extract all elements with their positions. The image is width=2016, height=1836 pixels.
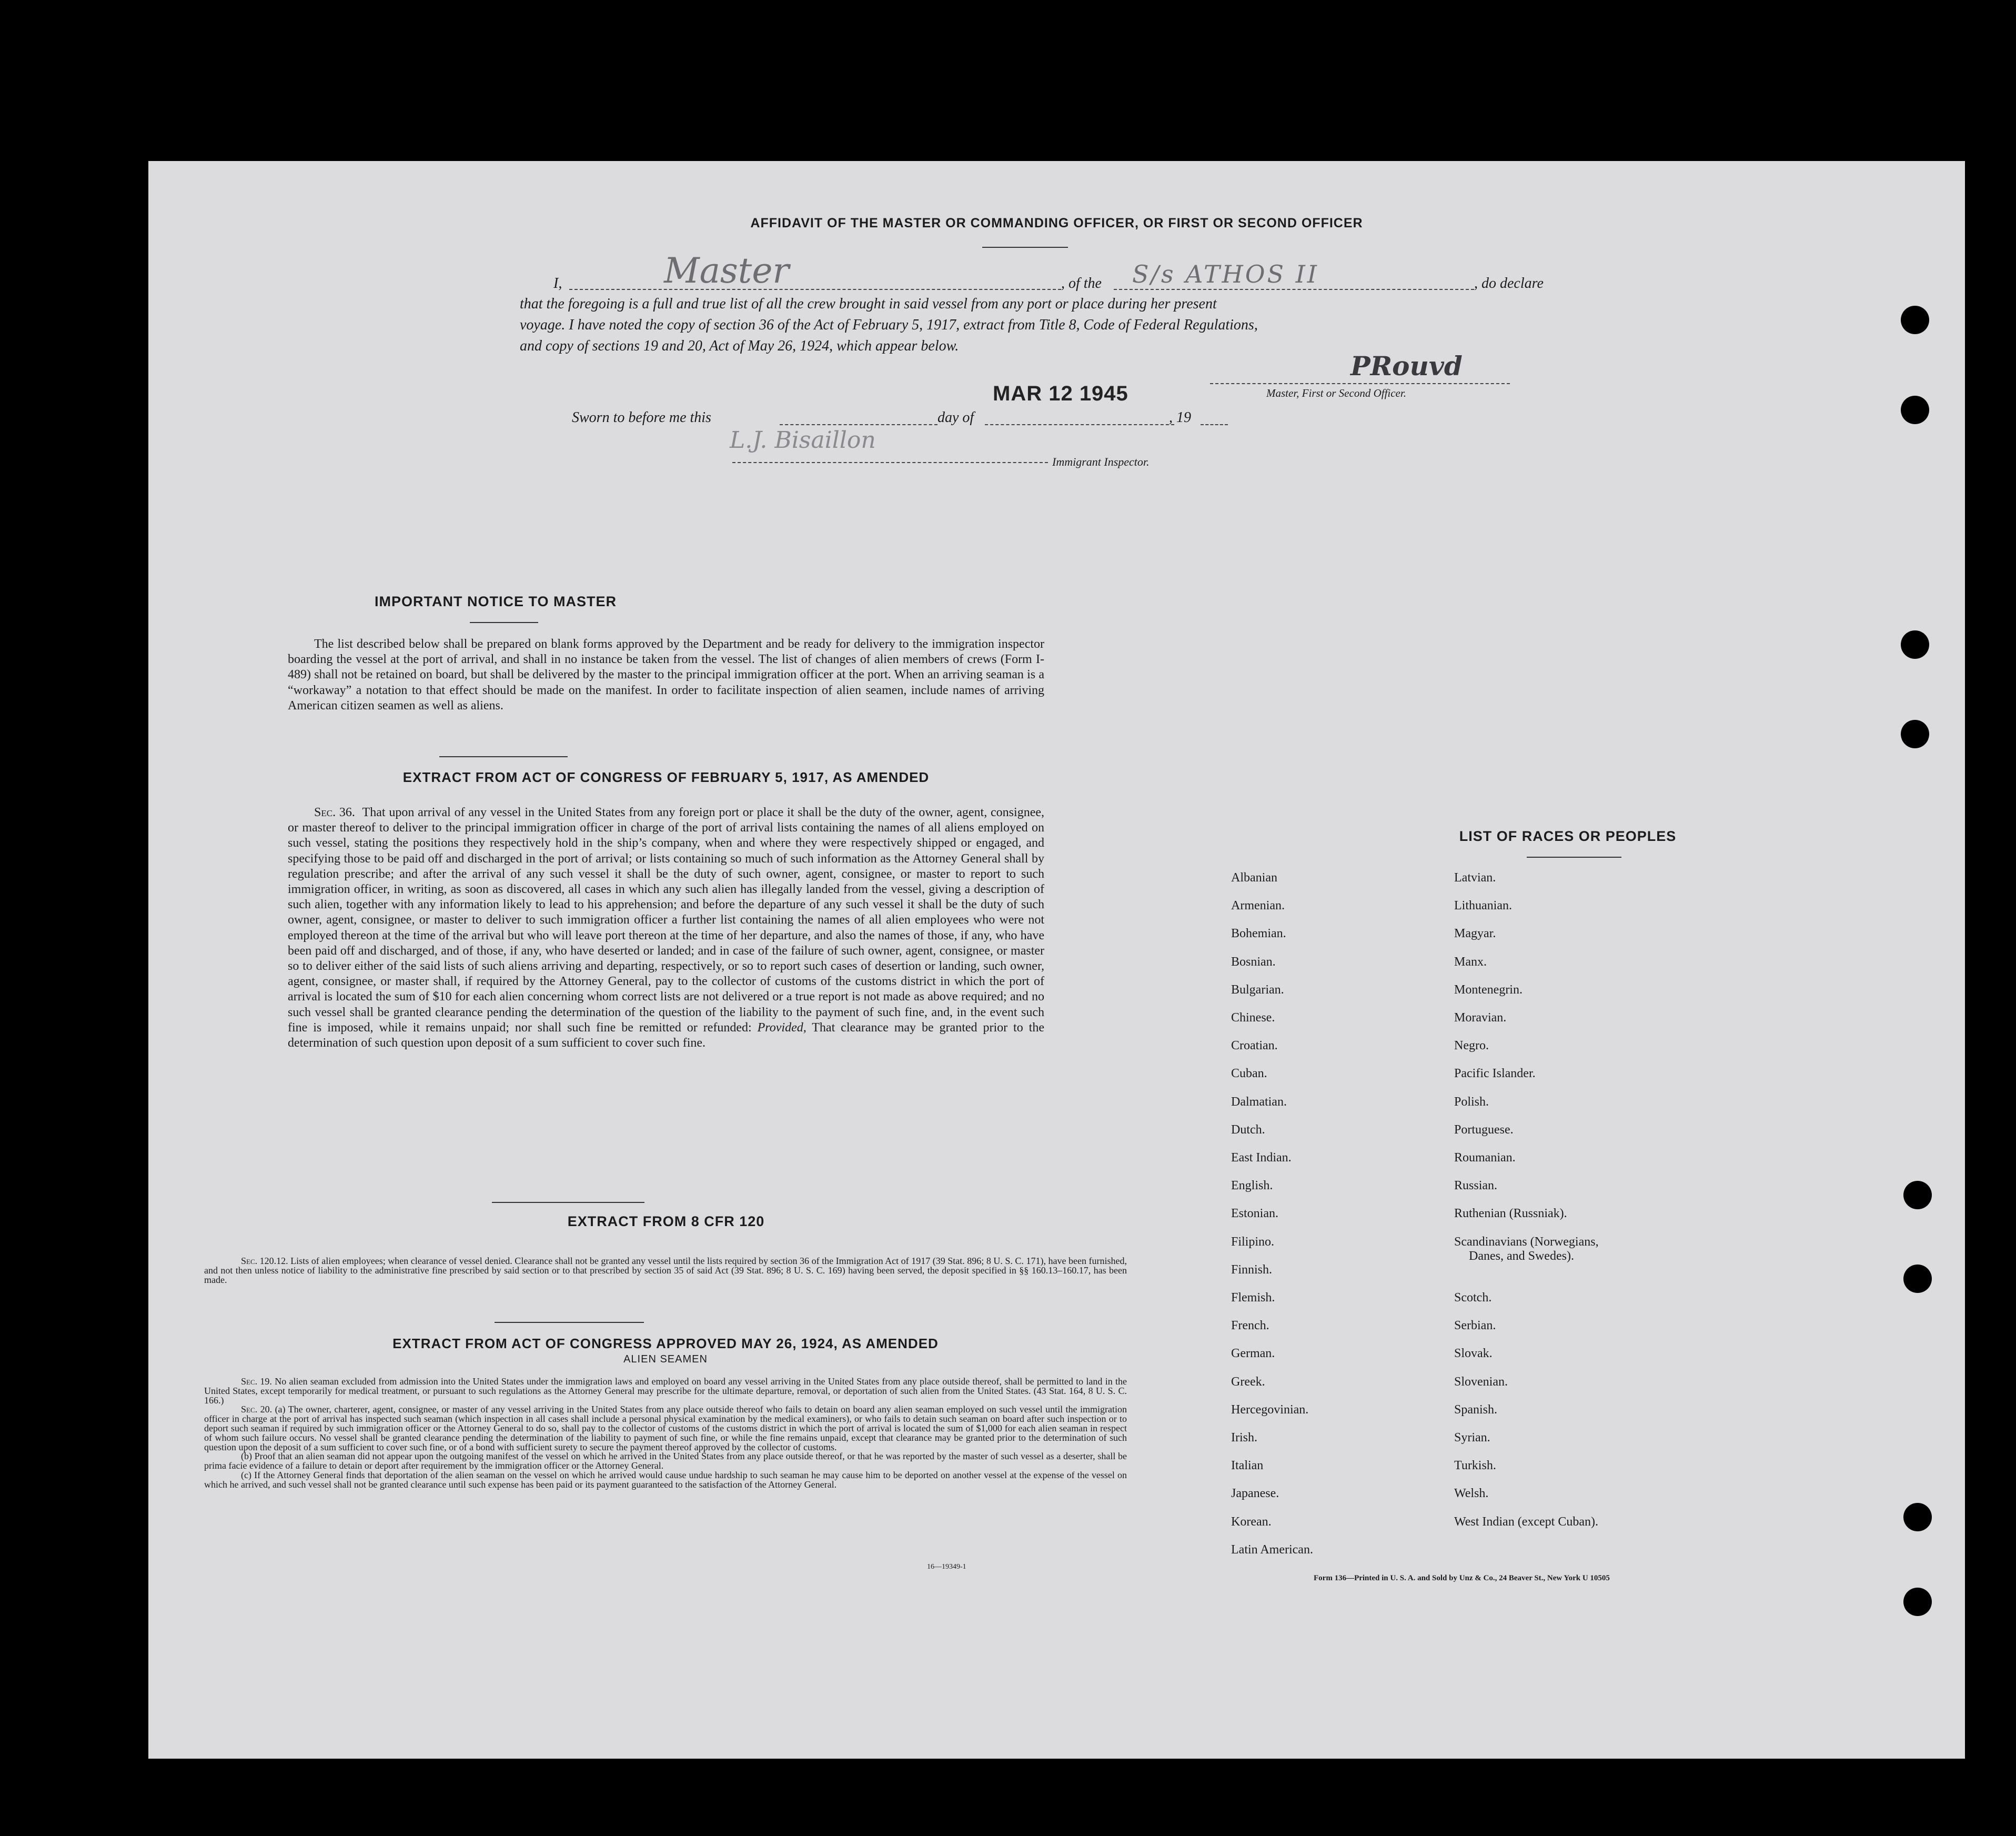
race-item: Filipino. [1231, 1235, 1275, 1249]
form-printer-note: Form 136—Printed in U. S. A. and Sold by Unz & Co., 24 Beaver St., New York U 10505 [1314, 1574, 1610, 1582]
of-the-label: , of the [1061, 275, 1102, 292]
print-code: 16—19349-1 [927, 1563, 966, 1571]
inspector-caption: Immigrant Inspector. [1052, 455, 1150, 468]
race-item: Finnish. [1231, 1262, 1273, 1277]
cfr-text [204, 1257, 1127, 1285]
binder-hole [1901, 630, 1929, 659]
binder-hole [1903, 1503, 1932, 1531]
race-item: Portuguese. [1454, 1122, 1514, 1137]
race-item: Bohemian. [1231, 927, 1286, 941]
sec-36-label: Sec. 36. [314, 806, 355, 819]
alien-seamen-subtitle: ALIEN SEAMEN [623, 1353, 708, 1365]
inspector-signature: L.J. Bisaillon [730, 427, 876, 454]
race-item: Serbian. [1454, 1319, 1496, 1333]
race-item: Hercegovinian. [1231, 1402, 1309, 1417]
sec-36-text: That upon arrival of any vessel in the United States from any foreign port or place it shall be the duty of the owner, agent, consignee, or master thereof to deliver to the principal immigration officer in charge of the port of arrival lists containing the names of all aliens employed on such vessel, stating the positions they respectively hold in the ship’s company, when and where they were respectively shipped or engaged, and specifying those to be paid off and discharged in the port of arrival; or lists containing so much of such information as the Attorney General shall by regulation prescribe; and after the arrival of any such vessel it shall be the duty of such owner, agent, consignee, or master to report to such immigration officer, in writing, as soon as discovered, all cases in which any such alien has illegally landed from the vessel, giving a description of such alien, together with any information likely to lead to his apprehension; and before the departure of any such vessel it shall be the duty of such owner, agent, consignee, or master to deliver to such immigration officer a further list containing the names of all alien employees who were not employed thereon at the time of the arrival but who will leave port thereon at the time of her departure, and also the names of those, if any, who have been paid off and discharged, and of those, if any, who have deserted or landed; and in case of the failure of such owner, agent, consignee, or master so to deliver either of the said lists of such aliens arriving and departing, respectively, or so to report such cases of desertion or landing, such owner, agent, consignee, or master shall, if required by the Attorney General, pay to the collector of customs of the customs district in which the port of arrival is located the sum of $10 for each alien concerning whom correct lists are not delivered or a true report is not made as above required; and no such vessel shall be granted clearance pending the determination of the question of the liability to the payment of such fine, and, in the event such fine is imposed, while it remains unpaid; nor shall such fine be remitted or refunded: [288, 806, 1044, 1035]
affidavit-form-page [148, 161, 1965, 1759]
sec-20c-paragraph: (c) If the Attorney General finds that deportation of the alien seaman on the vessel on which he arrived would cause undue hardship to such seaman he may cause him to be deported on another vessel at the expense of the vessel on which he arrived, and such vessel shall not be granted clearance until such expense has been paid or its payment guaranteed to the satisfaction of the Attorney General. [204, 1469, 1127, 1490]
binder-hole [1901, 396, 1929, 424]
binder-hole [1903, 1265, 1932, 1293]
sworn-day-line [780, 424, 938, 425]
extract-1917-title: EXTRACT FROM ACT OF CONGRESS OF FEBRUARY 5, 1917, AS AMENDED [402, 769, 930, 785]
inspector-signature-line [732, 462, 1048, 463]
cfr-separator [495, 1322, 644, 1323]
race-item: Bulgarian. [1231, 982, 1284, 997]
race-item: Russian. [1454, 1179, 1498, 1193]
race-item: Slovenian. [1454, 1375, 1508, 1389]
race-item: Syrian. [1454, 1431, 1490, 1444]
sworn-month-line [985, 424, 1174, 425]
binder-hole [1901, 720, 1929, 748]
race-item: Welsh. [1454, 1487, 1489, 1501]
year-prefix: , 19 [1169, 409, 1191, 426]
year-line [1201, 424, 1228, 425]
extract-1924-title: EXTRACT FROM ACT OF CONGRESS APPROVED MAY 26, 1924, AS AMENDED [392, 1336, 939, 1351]
name-line [569, 289, 1061, 290]
sec-20-label: Sec. 20. [241, 1404, 273, 1415]
sec-20b-paragraph: (b) Proof that an alien seaman did not appear upon the outgoing manifest of the vessel on which he arrived in the United States from any place outside thereof, or that he was reported by the master of such vessel as a deserter, shall be prima facie evidence of a failure to detain or deport after requirement by the immigration officer or the Attorney General. [204, 1451, 1127, 1471]
declaration-line-1: that the foregoing is a full and true list of all the crew brought in said vessel from any port or place during her present [520, 296, 1217, 312]
race-item: Chinese. [1231, 1011, 1275, 1025]
race-item: Moravian. [1454, 1011, 1507, 1025]
race-item: French. [1231, 1319, 1269, 1333]
race-item: English. [1231, 1179, 1273, 1193]
master-signature: PRouvd [1350, 350, 1463, 382]
race-item: Slovak. [1454, 1347, 1493, 1361]
binder-hole [1901, 306, 1929, 334]
race-item: Polish. [1454, 1095, 1489, 1109]
provided-label: Provided, [757, 1020, 807, 1035]
notice-title: IMPORTANT NOTICE TO MASTER [375, 594, 617, 609]
race-item: Ruthenian (Russniak). [1454, 1207, 1567, 1221]
race-item: Pacific Islander. [1454, 1067, 1536, 1081]
race-item: Italian [1231, 1459, 1264, 1473]
handwritten-name: Master [664, 250, 789, 291]
race-item: Bosnian. [1231, 955, 1276, 969]
master-signature-line [1210, 383, 1510, 384]
race-item: Manx. [1454, 955, 1487, 969]
race-item: Lithuanian. [1454, 899, 1512, 913]
race-item: Latin American. [1231, 1542, 1313, 1557]
cfr-sec-label: Sec. 120.12. [241, 1256, 288, 1266]
race-item: Greek. [1231, 1375, 1265, 1389]
declaration-line-3: and copy of sections 19 and 20, Act of May 26, 1924, which appear below. [520, 338, 959, 354]
race-item: Croatian. [1231, 1039, 1278, 1053]
declaration-line-2: voyage. I have noted the copy of section 36 of the Act of February 5, 1917, extract from Title 8, Code of Federal Regulations, [520, 317, 1258, 333]
notice-text: The list described below shall be prepared on blank forms approved by the Department and be ready for delivery to the immigration inspector boarding the vessel at the port of arrival, and shall in no instance be taken from the vessel. The list of changes of alien members of crews (Form I-489) shall not be retained on board, but shall be delivered by the master to the principal immigration officer at the port. When an arriving seaman is a “workaway” a notation to that effect should be made on the manifest. In order to facilitate inspection of alien seamen, include names of arriving American citizen seamen as well as aliens. [288, 637, 1044, 713]
sec-19-label: Sec. 19. [241, 1376, 272, 1387]
race-item: Spanish. [1454, 1402, 1498, 1417]
cfr-sec-text: Lists of alien employees; when clearance of vessel denied. Clearance shall not be granted any vessel until the lists required by section 36 of the Immigration Act of 1917 (39 Stat. 896; 8 U. S. C. 171), have been furnished, and not then unless notice of liability to the administrative fine prescribed by said section or to that prescribed by section 35 of said Act (39 Stat. 896; 8 U. S. C. 169) having been served, the deposit specified in §§ 160.13–160.17, has been made. [204, 1256, 1127, 1285]
binder-hole [1903, 1181, 1932, 1209]
provided-text: That clearance may be granted prior to the determination of such question upon deposit of a sum sufficient to cover such fine. [288, 1020, 1044, 1050]
race-item: Magyar. [1454, 927, 1496, 941]
handwritten-vessel: S/s ATHOS II [1132, 260, 1319, 288]
master-caption: Master, First or Second Officer. [1266, 387, 1406, 399]
race-item: West Indian (except Cuban). [1454, 1514, 1598, 1529]
race-item: Irish. [1231, 1431, 1257, 1444]
race-item: Japanese. [1231, 1487, 1279, 1501]
sworn-label: Sworn to before me this [572, 409, 711, 426]
affidavit-title: AFFIDAVIT OF THE MASTER OR COMMANDING OFFICER, OR FIRST OR SECOND OFFICER [750, 216, 1363, 230]
race-item: Albanian [1231, 871, 1277, 885]
race-item: Negro. [1454, 1039, 1489, 1053]
race-item: Danes, and Swedes). [1469, 1249, 1574, 1263]
race-item: Dutch. [1231, 1122, 1265, 1137]
cfr-title: EXTRACT FROM 8 CFR 120 [567, 1213, 765, 1229]
race-item: Armenian. [1231, 899, 1285, 913]
races-divider [1527, 857, 1621, 858]
race-item: Latvian. [1454, 871, 1496, 885]
sec-20a-paragraph [204, 1405, 1127, 1452]
notice-separator [439, 756, 568, 757]
date-stamp: MAR 12 1945 [993, 382, 1128, 405]
race-item: Korean. [1231, 1514, 1272, 1529]
race-item: East Indian. [1231, 1151, 1292, 1165]
extract-1917-section-36 [288, 805, 1044, 1051]
race-item: Flemish. [1231, 1291, 1275, 1305]
binder-hole [1903, 1588, 1932, 1616]
sec-19-paragraph [204, 1377, 1127, 1405]
i-label: I, [553, 275, 562, 292]
day-of-label: day of [938, 409, 974, 426]
race-item: Scotch. [1454, 1291, 1492, 1305]
race-item: Cuban. [1231, 1067, 1267, 1081]
title-divider [982, 247, 1068, 248]
sec-19-text: No alien seaman excluded from admission into the United States under the immigration laws and employed on board any vessel arriving in the United States from any place outside thereof, shall be permitted to land in the United States, except temporarily for medical treatment, or pursuant to such regulations as the Attorney General may prescribe for the ultimate departure, removal, or deportation of such alien from the United States. (43 Stat. 164, 8 U. S. C. 166.) [204, 1376, 1127, 1406]
extract-1924-text [204, 1377, 1127, 1490]
extract-1917-separator [492, 1202, 644, 1203]
race-item: Estonian. [1231, 1207, 1278, 1221]
race-item: Montenegrin. [1454, 982, 1523, 997]
vessel-line [1114, 289, 1474, 290]
races-title: LIST OF RACES OR PEOPLES [1459, 828, 1677, 844]
do-declare-label: , do declare [1474, 275, 1544, 292]
race-item: Roumanian. [1454, 1151, 1516, 1165]
race-item: Scandinavians (Norwegians, [1454, 1235, 1599, 1249]
race-item: German. [1231, 1347, 1275, 1361]
sec-20a-text: (a) The owner, charterer, agent, consignee, or master of any vessel arriving in the United States from any place outside thereof who fails to detain on board any alien seaman employed on such vessel until the immigration officer in charge at the port of arrival has inspected such seaman (which inspection in all cases shall include a personal physical examination by the medical examiners), or who fails to detain such seaman on board after such inspection or to deport such seaman if required by such immigration officer or the Attorney General to do so, shall pay to the collector of customs of the customs district in which the port of arrival is located the sum of $1,000 for each alien seaman in respect of whom such failure occurs. No vessel shall be granted clearance pending the determination of the liability to payment of such fine, or while the fine remains unpaid, except that clearance may be granted prior to the determination of such question upon the deposit of a sum sufficient to cover such fine, or of a bond with sufficient surety to secure the payment thereof approved by the collector of customs. [204, 1404, 1127, 1452]
race-item: Turkish. [1454, 1459, 1496, 1473]
notice-divider [470, 622, 538, 623]
race-item: Dalmatian. [1231, 1095, 1287, 1109]
